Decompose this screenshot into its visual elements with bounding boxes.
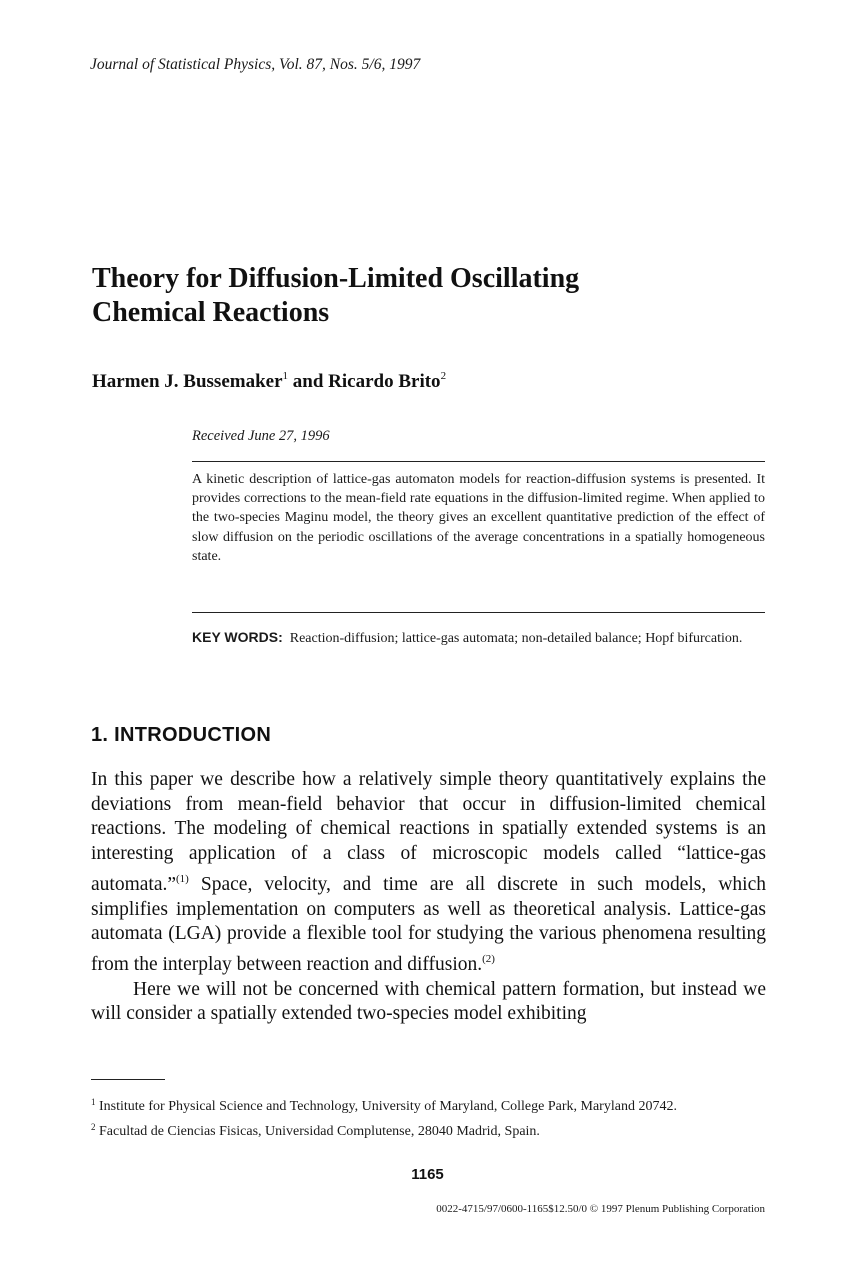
keywords bbox=[192, 628, 765, 648]
citation-1: (1) bbox=[176, 872, 189, 885]
abstract-top-rule bbox=[192, 461, 765, 462]
author-conjunction: and bbox=[288, 371, 329, 392]
abstract-bottom-rule bbox=[192, 612, 765, 613]
footnote-rule bbox=[91, 1079, 165, 1080]
received-date: Received June 27, 1996 bbox=[192, 428, 330, 444]
author-2: Ricardo Brito bbox=[328, 371, 441, 392]
copyright-line: 0022-4715/97/0600-1165$12.50/0 © 1997 Plenum Publishing Corporation bbox=[436, 1203, 765, 1215]
body-text bbox=[91, 768, 766, 1027]
keywords-text: Reaction-diffusion; lattice-gas automata; non-detailed balance; Hopf bifurcation. bbox=[289, 631, 743, 646]
paragraph-1 bbox=[91, 768, 766, 978]
author-1: Harmen J. Bussemaker bbox=[92, 371, 283, 392]
footnote-2 bbox=[91, 1117, 766, 1142]
paragraph-1-part-b: Space, velocity, and time are all discrete in such models, which simplifies implementation on computers as well as theoretical analysis. Lattice-gas automata (LGA) provide a flexible tool for studying the various phenomena resulting from the interplay between reaction and diffusion. bbox=[91, 873, 766, 975]
author-2-footnote-mark: 2 bbox=[440, 370, 447, 382]
author-list bbox=[92, 370, 446, 393]
keywords-label: KEY WORDS: bbox=[192, 629, 283, 645]
footnote-1 bbox=[91, 1092, 766, 1117]
footnote-1-mark: 1 bbox=[91, 1097, 96, 1107]
page-number: 1165 bbox=[411, 1166, 444, 1183]
footnotes bbox=[91, 1092, 766, 1142]
abstract: A kinetic description of lattice-gas automaton models for reaction-diffusion systems is presented. It provides corrections to the mean-field rate equations in the diffusion-limited regime. When applied to the two-species Maginu model, the theory gives an excellent quantitative prediction of the effect of slow diffusion on the periodic oscillations of the average concentrations in a spatially homogeneous state. bbox=[192, 472, 765, 564]
section-heading: 1. INTRODUCTION bbox=[91, 724, 272, 746]
title-line-2: Chemical Reactions bbox=[92, 297, 330, 328]
footnote-2-mark: 2 bbox=[91, 1122, 96, 1132]
author-1-footnote-mark: 1 bbox=[282, 370, 289, 382]
journal-citation: Journal of Statistical Physics, Vol. 87, Nos. 5/6, 1997 bbox=[90, 56, 421, 73]
paper-title bbox=[92, 262, 792, 330]
title-line-1: Theory for Diffusion-Limited Oscillating bbox=[92, 263, 580, 294]
paragraph-1-part-a: In this paper we describe how a relatively simple theory quantitatively explains the deviations from mean-field behavior that occur in diffusion-limited chemical reactions. The modeling of chemical reactions in spatially extended systems is an interesting application of a class of microscopic models called “lattice-gas automata.” bbox=[91, 769, 766, 895]
footnote-2-text: Facultad de Ciencias Fisicas, Universidad Complutense, 28040 Madrid, Spain. bbox=[95, 1124, 540, 1139]
paragraph-2: Here we will not be concerned with chemical pattern formation, but instead we will consider a spatially extended two-species model exhibiting bbox=[91, 978, 766, 1025]
citation-2: (2) bbox=[482, 952, 495, 965]
footnote-1-text: Institute for Physical Science and Technology, University of Maryland, College Park, Maryland 20742. bbox=[95, 1099, 677, 1114]
